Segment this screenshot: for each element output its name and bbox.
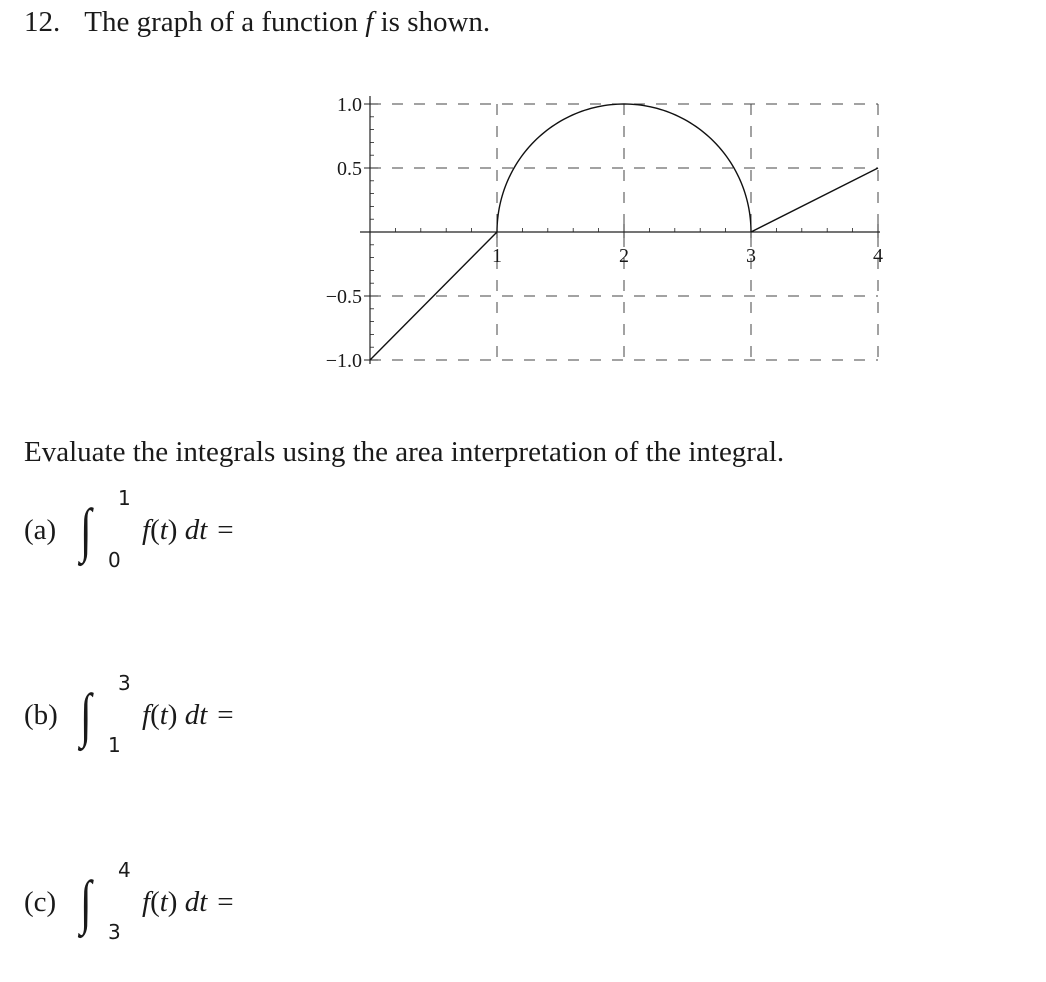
close-paren: ) (167, 514, 178, 546)
integral-sign: ∫ (80, 682, 92, 748)
integrand (142, 510, 234, 550)
close-paren: ) (167, 886, 178, 918)
part-label: (a) (24, 514, 57, 546)
curve-line-segment (751, 168, 878, 232)
upper-limit: 3 (118, 671, 131, 695)
instruction-text: Evaluate the integrals using the area interpretation of the integral. (24, 436, 785, 468)
integrand (142, 882, 234, 922)
function-name: f (142, 886, 151, 918)
x-tick-label: 4 (873, 245, 883, 267)
equals-sign: = (217, 699, 234, 731)
problem-text-after: is shown. (380, 6, 491, 38)
function-graph (0, 0, 1046, 420)
problem-number: 12. (24, 6, 61, 38)
curve-line-segment (370, 232, 497, 360)
differential: dt (184, 699, 208, 731)
integration-variable: t (159, 514, 168, 546)
y-tick-label: −0.5 (325, 286, 362, 308)
integrand (142, 695, 234, 735)
lower-limit: 0 (108, 548, 121, 572)
y-tick-label: 1.0 (337, 94, 362, 116)
equals-sign: = (217, 886, 234, 918)
y-tick-label: 0.5 (337, 158, 362, 180)
curve-semicircle (497, 104, 751, 232)
x-tick-label: 1 (492, 245, 502, 267)
tick-labels (326, 94, 883, 372)
differential: dt (184, 514, 208, 546)
integration-variable: t (159, 699, 168, 731)
integration-variable: t (159, 886, 168, 918)
integral-sign: ∫ (80, 869, 92, 935)
upper-limit: 4 (118, 858, 131, 882)
problem-text-before: The graph of a function (84, 6, 359, 38)
open-paren: ( (150, 886, 160, 918)
open-paren: ( (150, 699, 160, 731)
equals-sign: = (217, 514, 234, 546)
upper-limit: 1 (118, 486, 131, 510)
part-label: (c) (24, 886, 57, 918)
x-tick-label: 2 (619, 245, 629, 267)
y-tick-label: −1.0 (325, 350, 362, 372)
open-paren: ( (150, 514, 160, 546)
differential: dt (184, 886, 208, 918)
integral-sign: ∫ (80, 497, 92, 563)
function-name: f (142, 514, 151, 546)
lower-limit: 3 (108, 920, 121, 944)
close-paren: ) (167, 699, 178, 731)
lower-limit: 1 (108, 733, 121, 757)
function-variable: f (365, 6, 374, 38)
part-label: (b) (24, 699, 58, 731)
function-name: f (142, 699, 151, 731)
x-tick-label: 3 (746, 245, 756, 267)
